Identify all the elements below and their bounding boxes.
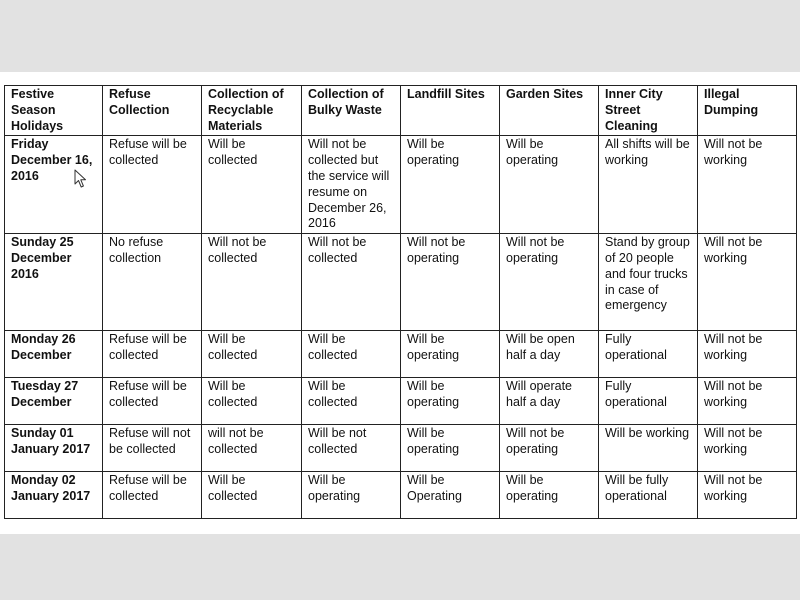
table-row xyxy=(5,472,797,519)
table-row xyxy=(5,234,797,331)
table-cell: Will be operating xyxy=(500,472,599,519)
table-cell: Will be working xyxy=(599,425,698,472)
table-cell: Will be operating xyxy=(401,331,500,378)
table-cell: Will not be working xyxy=(698,234,797,331)
table-cell: Will not be operating xyxy=(500,234,599,331)
table-cell: All shifts will be working xyxy=(599,136,698,234)
table-cell: Will not be working xyxy=(698,378,797,425)
table-cell: Will not be working xyxy=(698,331,797,378)
table-cell: Will not be operating xyxy=(401,234,500,331)
table-cell: Fully operational xyxy=(599,331,698,378)
table-cell: Fully operational xyxy=(599,378,698,425)
column-header-holidays: Festive Season Holidays xyxy=(5,86,103,136)
row-date: Sunday 25 December 2016 xyxy=(5,234,103,331)
column-header-illegal-dumping: Illegal Dumping xyxy=(698,86,797,136)
table-cell: Will be collected xyxy=(202,331,302,378)
table-row xyxy=(5,378,797,425)
table-cell: will not be collected xyxy=(202,425,302,472)
table-cell: Will not be collected xyxy=(302,234,401,331)
table-cell: Will be collected xyxy=(202,472,302,519)
table-cell: Refuse will be collected xyxy=(103,472,202,519)
table-cell: Will be collected xyxy=(302,378,401,425)
table-cell: Will not be collected xyxy=(202,234,302,331)
column-header-refuse: Refuse Collection xyxy=(103,86,202,136)
table-header-row xyxy=(5,86,797,136)
row-date: Monday 26 December xyxy=(5,331,103,378)
table-cell: Will not be working xyxy=(698,425,797,472)
table-cell: Refuse will be collected xyxy=(103,378,202,425)
table-cell: Will operate half a day xyxy=(500,378,599,425)
table-cell: Will be operating xyxy=(500,136,599,234)
table-row xyxy=(5,136,797,234)
table-cell: Will be collected xyxy=(202,378,302,425)
table-cell: Will not be collected but the service will resume on December 26, 2016 xyxy=(302,136,401,234)
column-header-landfill: Landfill Sites xyxy=(401,86,500,136)
table-cell: Will be operating xyxy=(401,136,500,234)
row-date: Monday 02 January 2017 xyxy=(5,472,103,519)
row-date: Tuesday 27 December xyxy=(5,378,103,425)
row-date: Friday December 16, 2016 xyxy=(5,136,103,234)
table-cell: Will be not collected xyxy=(302,425,401,472)
table-row xyxy=(5,331,797,378)
table-cell: Will be collected xyxy=(202,136,302,234)
table-cell: Will be Operating xyxy=(401,472,500,519)
table-cell: Refuse will not be collected xyxy=(103,425,202,472)
column-header-garden-sites: Garden Sites xyxy=(500,86,599,136)
column-header-bulky-waste: Collection of Bulky Waste xyxy=(302,86,401,136)
column-header-street-cleaning: Inner City Street Cleaning xyxy=(599,86,698,136)
table-cell: Stand by group of 20 people and four trucks in case of emergency xyxy=(599,234,698,331)
table-cell: Refuse will be collected xyxy=(103,136,202,234)
table-cell: Will be collected xyxy=(302,331,401,378)
table-cell: Will not be operating xyxy=(500,425,599,472)
table-cell: Refuse will be collected xyxy=(103,331,202,378)
table-cell: Will be operating xyxy=(401,425,500,472)
column-header-recyclables: Collection of Recyclable Materials xyxy=(202,86,302,136)
table-cell: Will be open half a day xyxy=(500,331,599,378)
festive-season-schedule-table xyxy=(4,85,797,519)
table-row xyxy=(5,425,797,472)
table-cell: Will be operating xyxy=(302,472,401,519)
mouse-pointer-icon xyxy=(74,169,88,189)
table-cell: Will be operating xyxy=(401,378,500,425)
row-date: Sunday 01 January 2017 xyxy=(5,425,103,472)
table-cell: No refuse collection xyxy=(103,234,202,331)
table-cell: Will be fully operational xyxy=(599,472,698,519)
table-cell: Will not be working xyxy=(698,136,797,234)
table-cell: Will not be working xyxy=(698,472,797,519)
